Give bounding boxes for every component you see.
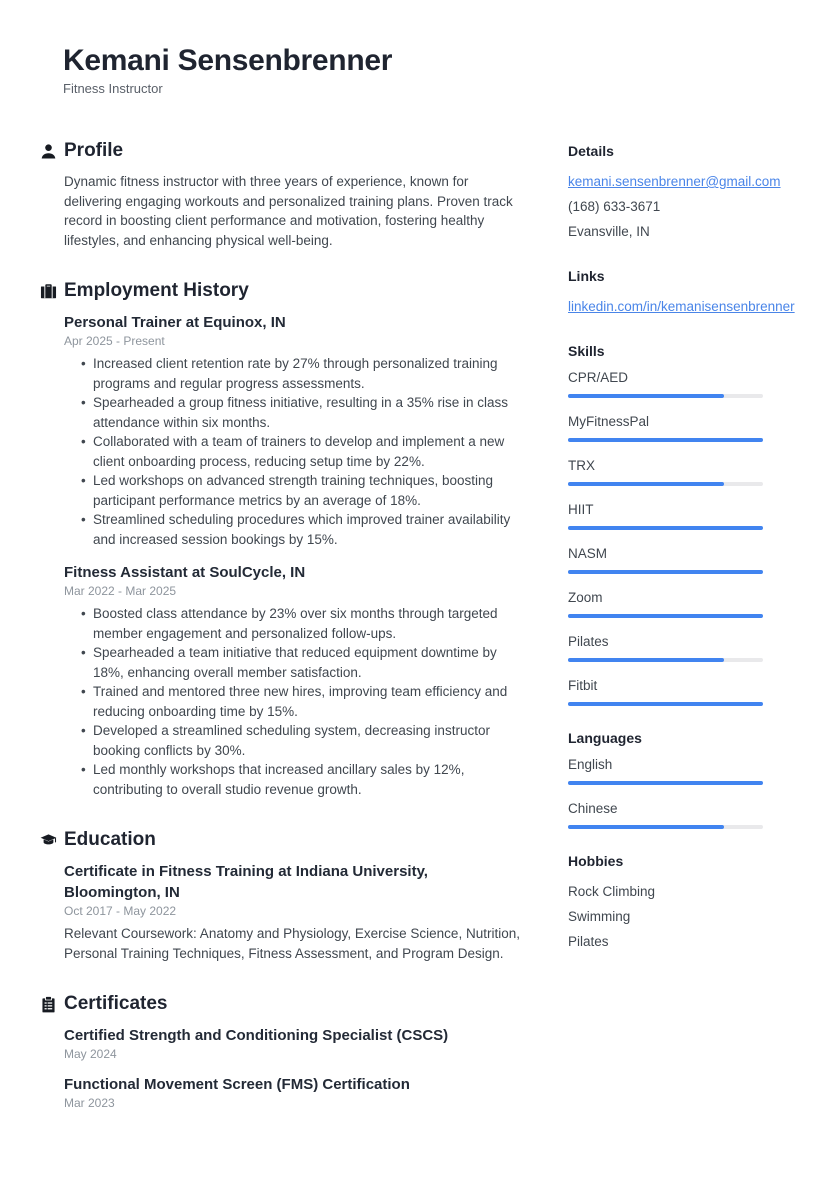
- skill-item: [568, 589, 811, 618]
- header: [63, 44, 811, 96]
- education-entry: [64, 861, 520, 963]
- graduation-cap-icon: [40, 832, 57, 849]
- skill-bar-track: [568, 394, 763, 398]
- skill-bar-fill: [568, 658, 724, 662]
- skill-item: [568, 633, 811, 662]
- certificate-entry: [64, 1025, 520, 1061]
- job-title: Personal Trainer at Equinox, IN: [64, 314, 286, 331]
- languages-heading: Languages: [568, 730, 642, 746]
- job-bullet: • Streamlined scheduling procedures which improved trainer availability and increased session bookings by 15%.: [81, 510, 520, 549]
- certificates-heading: [40, 993, 520, 1015]
- skill-item: [568, 369, 811, 398]
- job-bullet: • Led workshops on advanced strength training techniques, boosting participant performance metrics by an average of 18%.: [81, 471, 520, 510]
- skill-name: HIIT: [568, 502, 594, 517]
- location-text: Evansville, IN: [568, 224, 650, 239]
- job-bullet: • Collaborated with a team of trainers to develop and implement a new client onboarding process, reducing setup time by 22%.: [81, 432, 520, 471]
- skill-bar-track: [568, 526, 763, 530]
- skill-item: [568, 501, 811, 530]
- job-bullet: • Trained and mentored three new hires, improving team efficiency and reducing onboarding time by 15%.: [81, 682, 520, 721]
- briefcase-icon: [40, 283, 57, 300]
- skill-item: [568, 545, 811, 574]
- languages-section: [568, 730, 811, 829]
- sidebar: [568, 140, 811, 1140]
- skill-bar-track: [568, 570, 763, 574]
- linkedin-link[interactable]: linkedin.com/in/kemanisensenbrenner: [568, 299, 795, 314]
- education-description: Relevant Coursework: Anatomy and Physiology, Exercise Science, Nutrition, Personal Training Techniques, Fitness Assessment, and Program Design.: [64, 926, 520, 961]
- links-heading: Links: [568, 268, 605, 284]
- clipboard-icon: [40, 996, 57, 1013]
- job-title: Fitness Assistant at SoulCycle, IN: [64, 564, 306, 581]
- certificate-title: Certified Strength and Conditioning Specialist (CSCS): [64, 1027, 449, 1044]
- links-section: [568, 268, 811, 319]
- hobby-item: Rock Climbing: [568, 884, 656, 899]
- skill-item: [568, 677, 811, 706]
- certificates-heading-label: Certificates: [64, 993, 168, 1014]
- job-dates: Mar 2022 - Mar 2025: [64, 584, 177, 598]
- job-bullet: • Increased client retention rate by 27% through personalized training programs and regular progress assessments.: [81, 354, 520, 393]
- profile-text: Dynamic fitness instructor with three years of experience, known for delivering engaging workouts and personalized training plans. Proven track record in boosting client performance and motivation, fostering healthy lifestyles, and enhancing physical well-being.: [64, 174, 513, 248]
- phone-number: (168) 633-3671: [568, 199, 661, 214]
- skill-name: Pilates: [568, 634, 609, 649]
- person-icon: [40, 143, 57, 160]
- employment-section: [40, 280, 520, 799]
- skill-item: [568, 457, 811, 486]
- language-item: [568, 756, 811, 785]
- certificate-entry: [64, 1074, 520, 1110]
- hobbies-heading: Hobbies: [568, 853, 624, 869]
- skill-item: [568, 413, 811, 442]
- skill-name: Fitbit: [568, 678, 598, 693]
- job-dates: Apr 2025 - Present: [64, 334, 165, 348]
- skill-name: MyFitnessPal: [568, 414, 650, 429]
- email-link[interactable]: kemani.sensenbrenner@gmail.com: [568, 174, 781, 189]
- job-bullet-list: [64, 604, 520, 799]
- language-name: English: [568, 757, 613, 772]
- language-name: Chinese: [568, 801, 618, 816]
- profile-heading: [40, 140, 520, 162]
- language-bar-track: [568, 781, 763, 785]
- job-bullet: • Spearheaded a group fitness initiative, resulting in a 35% rise in class attendance within six months.: [81, 393, 520, 432]
- skill-bar-track: [568, 702, 763, 706]
- profile-section: [40, 140, 520, 250]
- details-heading: Details: [568, 143, 614, 159]
- skill-bar-fill: [568, 526, 763, 530]
- profile-heading-label: Profile: [64, 140, 124, 161]
- language-item: [568, 800, 811, 829]
- certificate-title: Functional Movement Screen (FMS) Certification: [64, 1076, 410, 1093]
- language-bar-fill: [568, 781, 763, 785]
- skill-bar-track: [568, 614, 763, 618]
- candidate-job-title: Fitness Instructor: [63, 81, 163, 96]
- skill-bar-track: [568, 438, 763, 442]
- skill-bar-fill: [568, 394, 724, 398]
- certificates-section: [40, 993, 520, 1110]
- job-entry: [64, 312, 520, 549]
- education-heading-label: Education: [64, 829, 156, 850]
- skills-section: [568, 343, 811, 706]
- job-bullet: • Spearheaded a team initiative that reduced equipment downtime by 18%, enhancing overall member satisfaction.: [81, 643, 520, 682]
- hobbies-section: [568, 853, 811, 954]
- job-bullet: • Boosted class attendance by 23% over six months through targeted member engagement and personalized follow-ups.: [81, 604, 520, 643]
- hobby-item: Swimming: [568, 909, 631, 924]
- job-bullet-list: [64, 354, 520, 549]
- skill-bar-track: [568, 658, 763, 662]
- certificate-dates: May 2024: [64, 1047, 117, 1061]
- skill-bar-fill: [568, 438, 763, 442]
- employment-heading: [40, 280, 520, 302]
- candidate-name: Kemani Sensenbrenner: [63, 44, 393, 77]
- employment-heading-label: Employment History: [64, 280, 249, 301]
- skill-name: TRX: [568, 458, 595, 473]
- language-bar-track: [568, 825, 763, 829]
- skill-bar-fill: [568, 702, 763, 706]
- job-bullet: • Developed a streamlined scheduling system, decreasing instructor booking conflicts by 30%.: [81, 721, 520, 760]
- certificate-dates: Mar 2023: [64, 1096, 115, 1110]
- education-section: [40, 829, 520, 963]
- skills-heading: Skills: [568, 343, 605, 359]
- education-title: Certificate in Fitness Training at Indiana University, Bloomington, IN: [64, 863, 428, 901]
- details-section: [568, 143, 811, 244]
- job-entry: [64, 562, 520, 799]
- skill-bar-track: [568, 482, 763, 486]
- language-bar-fill: [568, 825, 724, 829]
- education-heading: [40, 829, 520, 851]
- skill-name: NASM: [568, 546, 608, 561]
- main-column: [40, 140, 520, 1140]
- job-bullet: • Led monthly workshops that increased ancillary sales by 12%, contributing to overall studio revenue growth.: [81, 760, 520, 799]
- skill-bar-fill: [568, 482, 724, 486]
- skill-name: Zoom: [568, 590, 603, 605]
- skill-bar-fill: [568, 614, 763, 618]
- skill-bar-fill: [568, 570, 763, 574]
- education-dates: Oct 2017 - May 2022: [64, 904, 177, 918]
- skill-name: CPR/AED: [568, 370, 629, 385]
- hobby-item: Pilates: [568, 934, 609, 949]
